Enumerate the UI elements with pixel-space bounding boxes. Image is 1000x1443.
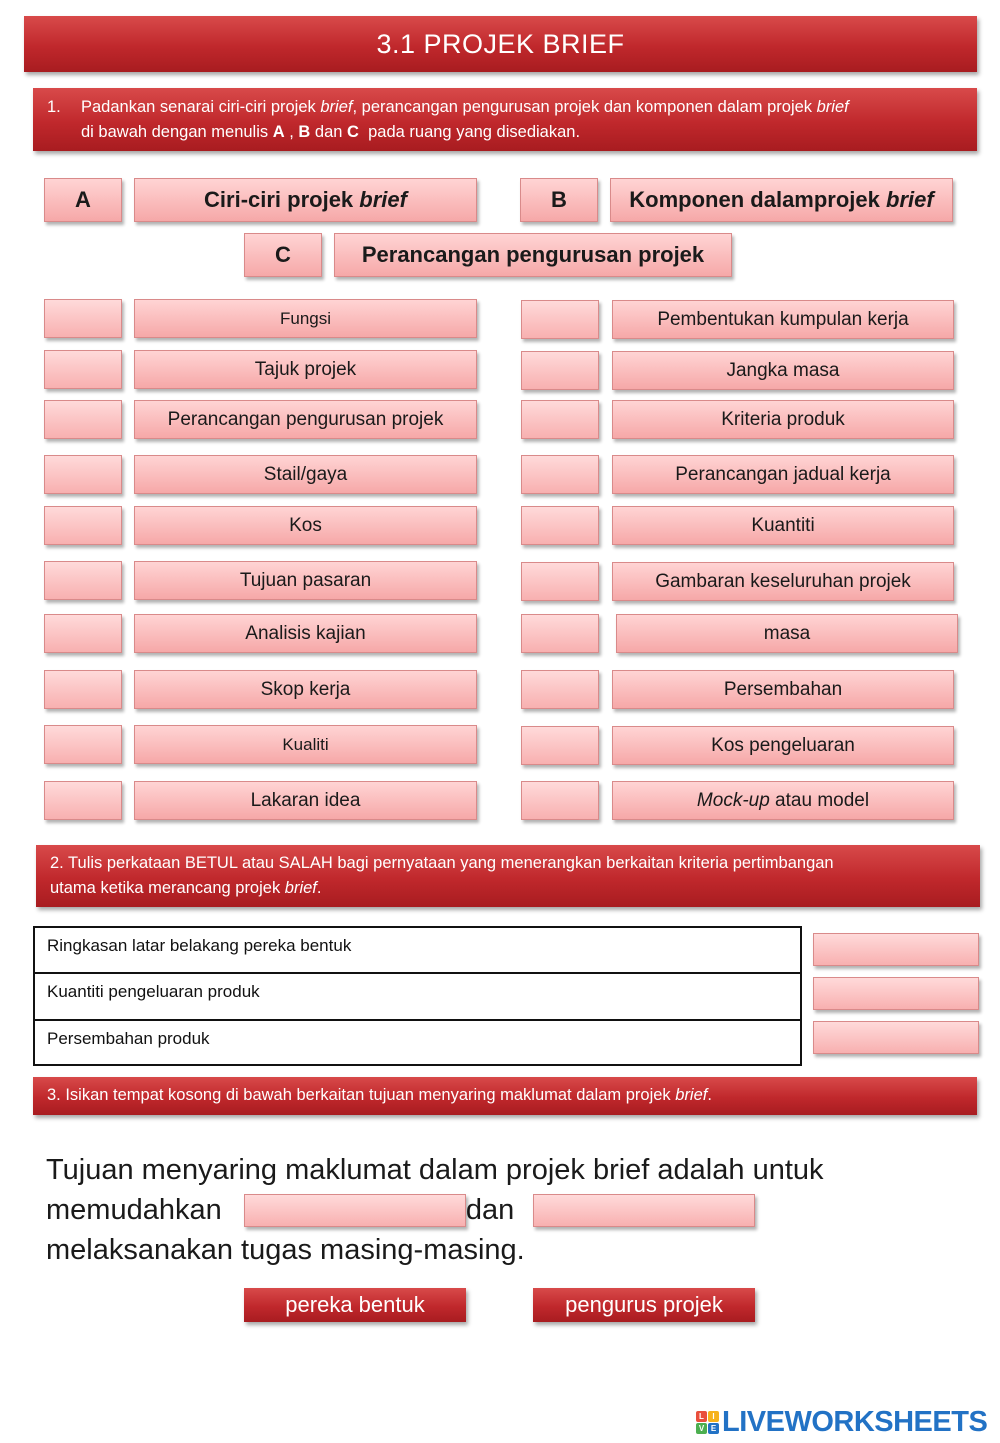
fill-line-2: memudahkan dan bbox=[46, 1194, 515, 1226]
left-item-6: Tujuan pasaran bbox=[134, 561, 477, 600]
answer-box-right-8[interactable] bbox=[521, 670, 599, 709]
category-a-label: Ciri-ciri projek brief bbox=[134, 178, 477, 222]
category-b-letter: B bbox=[520, 178, 598, 222]
left-item-7: Analisis kajian bbox=[134, 614, 477, 653]
left-item-4: Stail/gaya bbox=[134, 455, 477, 494]
true-false-input-3[interactable] bbox=[813, 1021, 979, 1054]
right-item-9: Kos pengeluaran bbox=[612, 726, 954, 765]
answer-box-right-3[interactable] bbox=[521, 400, 599, 439]
answer-box-left-6[interactable] bbox=[44, 561, 122, 600]
answer-box-right-1[interactable] bbox=[521, 300, 599, 339]
right-item-8: Persembahan bbox=[612, 670, 954, 709]
answer-box-left-8[interactable] bbox=[44, 670, 122, 709]
logo-blocks-icon: L I V E bbox=[696, 1411, 719, 1434]
answer-box-left-4[interactable] bbox=[44, 455, 122, 494]
category-c-label: Perancangan pengurusan projek bbox=[334, 233, 732, 277]
answer-box-left-5[interactable] bbox=[44, 506, 122, 545]
right-item-10: Mock-up atau model bbox=[612, 781, 954, 820]
statement-row: Ringkasan latar belakang pereka bentuk bbox=[35, 928, 800, 974]
statements-table bbox=[33, 926, 802, 1066]
answer-box-left-3[interactable] bbox=[44, 400, 122, 439]
answer-box-right-7[interactable] bbox=[521, 614, 599, 653]
right-item-2: Jangka masa bbox=[612, 351, 954, 390]
statement-row: Persembahan produk bbox=[47, 1028, 210, 1048]
word-option-pengurus-projek[interactable]: pengurus projek bbox=[533, 1288, 755, 1322]
blank-input-1[interactable] bbox=[244, 1194, 466, 1227]
answer-box-right-6[interactable] bbox=[521, 562, 599, 601]
category-c-letter: C bbox=[244, 233, 322, 277]
right-item-1: Pembentukan kumpulan kerja bbox=[612, 300, 954, 339]
answer-box-left-7[interactable] bbox=[44, 614, 122, 653]
answer-box-right-5[interactable] bbox=[521, 506, 599, 545]
right-item-5: Kuantiti bbox=[612, 506, 954, 545]
category-a-letter: A bbox=[44, 178, 122, 222]
question-3-instruction bbox=[33, 1077, 977, 1115]
right-item-6: Gambaran keseluruhan projek bbox=[612, 562, 954, 601]
category-b-label: Komponen dalamprojek brief bbox=[610, 178, 953, 222]
left-item-9: Kualiti bbox=[134, 725, 477, 764]
left-item-1: Fungsi bbox=[134, 299, 477, 338]
true-false-input-1[interactable] bbox=[813, 933, 979, 966]
liveworksheets-logo bbox=[696, 1404, 987, 1440]
right-item-7: masa bbox=[616, 614, 958, 653]
brand-name: LIVEWORKSHEETS bbox=[722, 1405, 988, 1438]
answer-box-right-9[interactable] bbox=[521, 726, 599, 765]
left-item-8: Skop kerja bbox=[134, 670, 477, 709]
right-item-4: Perancangan jadual kerja bbox=[612, 455, 954, 494]
left-item-2: Tajuk projek bbox=[134, 350, 477, 389]
answer-box-right-10[interactable] bbox=[521, 781, 599, 820]
question-1-number: 1. bbox=[47, 98, 61, 116]
answer-box-right-2[interactable] bbox=[521, 351, 599, 390]
statement-row: Kuantiti pengeluaran produk bbox=[35, 974, 800, 1020]
question-1-text: Padankan senarai ciri-ciri projek brief, perancangan pengurusan projek dan komponen dalam projek brief di bawah dengan menulis A , B dan C pada ruang yang disediakan. bbox=[81, 98, 849, 141]
right-item-3: Kriteria produk bbox=[612, 400, 954, 439]
answer-box-left-2[interactable] bbox=[44, 350, 122, 389]
fill-line-1: Tujuan menyaring maklumat dalam projek brief adalah untuk bbox=[46, 1154, 824, 1186]
question-2-instruction bbox=[36, 845, 980, 907]
word-option-pereka-bentuk[interactable]: pereka bentuk bbox=[244, 1288, 466, 1322]
answer-box-left-1[interactable] bbox=[44, 299, 122, 338]
question-2-text: 2. Tulis perkataan BETUL atau SALAH bagi pernyataan yang menerangkan berkaitan kriteria pertimbangan utama ketika merancang projek brief. bbox=[50, 854, 834, 897]
left-item-5: Kos bbox=[134, 506, 477, 545]
answer-box-left-9[interactable] bbox=[44, 725, 122, 764]
question-3-text: 3. Isikan tempat kosong di bawah berkaitan tujuan menyaring maklumat dalam projek brief. bbox=[47, 1086, 712, 1104]
left-item-10: Lakaran idea bbox=[134, 781, 477, 820]
true-false-input-2[interactable] bbox=[813, 977, 979, 1010]
question-1-instruction bbox=[33, 88, 977, 151]
fill-in-sentence bbox=[46, 1150, 946, 1270]
page-title: 3.1 PROJEK BRIEF bbox=[24, 16, 977, 72]
fill-line-3: melaksanakan tugas masing-masing. bbox=[46, 1234, 525, 1266]
left-item-3: Perancangan pengurusan projek bbox=[134, 400, 477, 439]
answer-box-right-4[interactable] bbox=[521, 455, 599, 494]
answer-box-left-10[interactable] bbox=[44, 781, 122, 820]
blank-input-2[interactable] bbox=[533, 1194, 755, 1227]
